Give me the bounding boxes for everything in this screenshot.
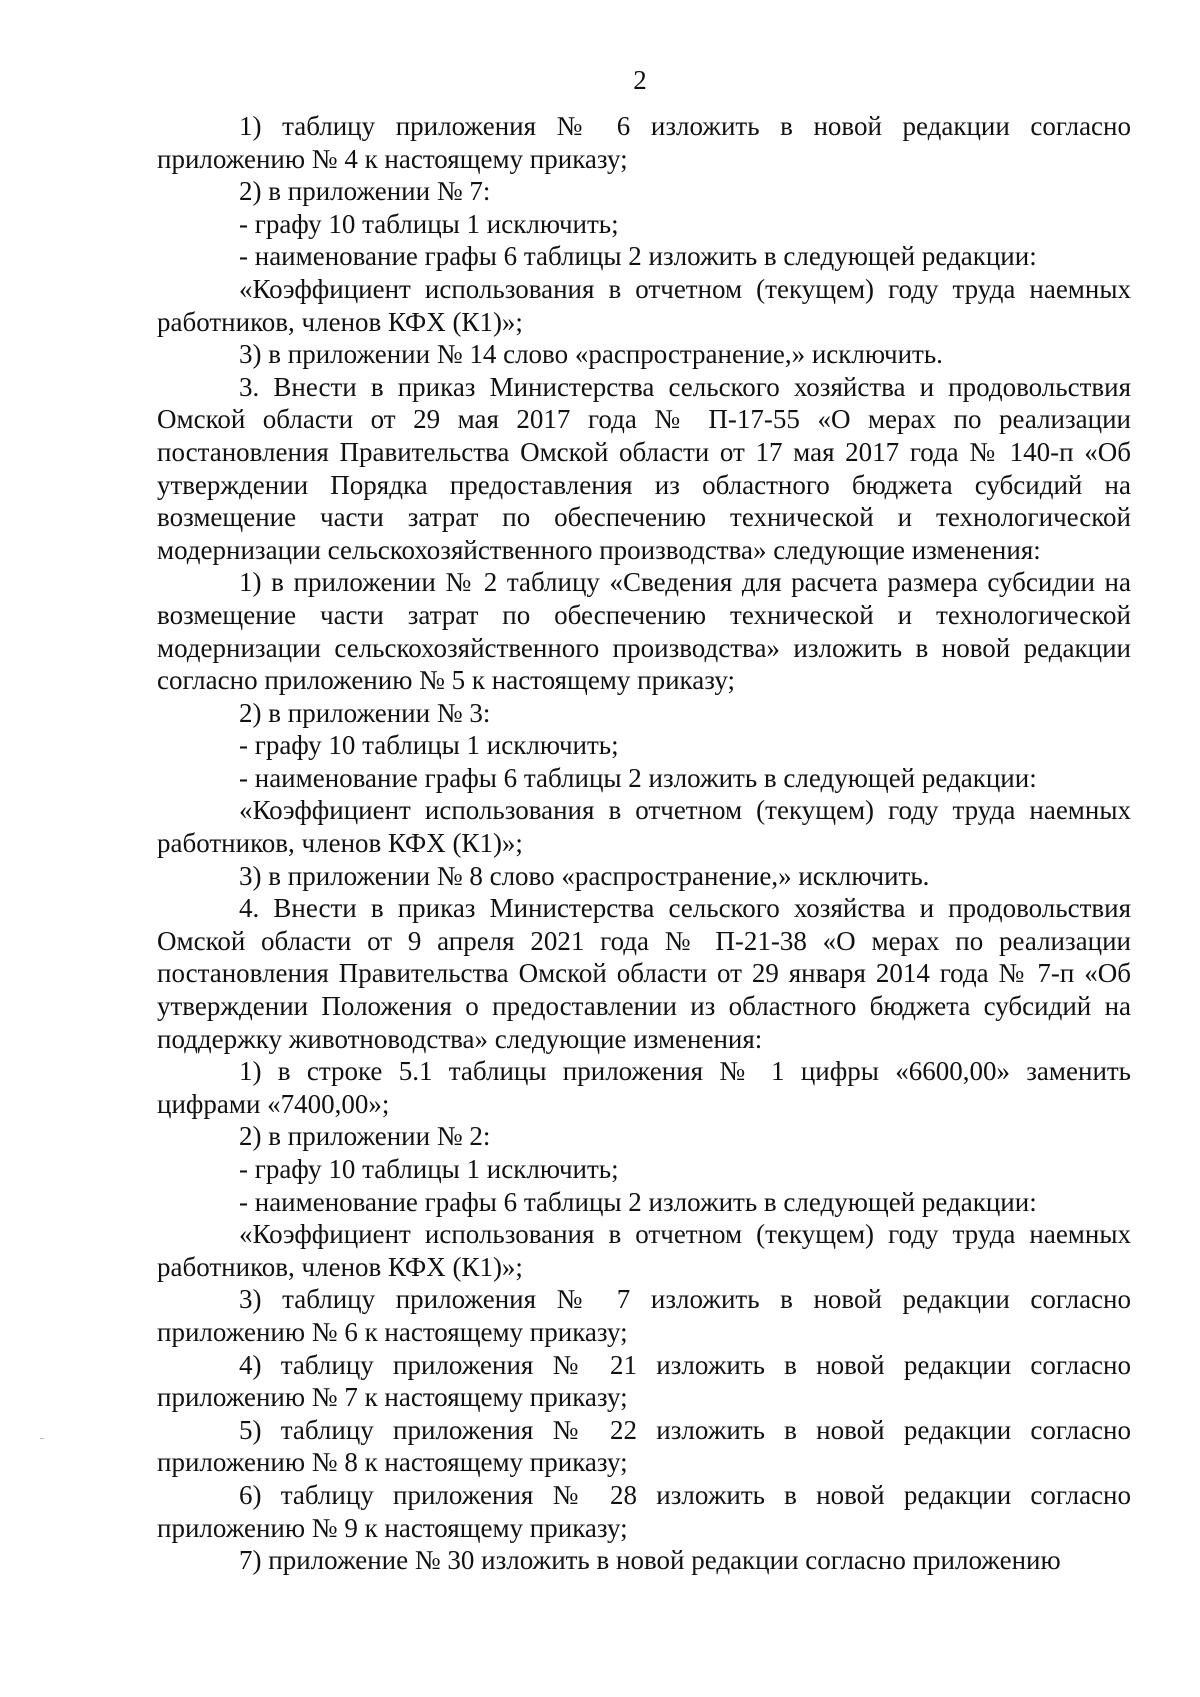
paragraph-9: 2) в приложении № 3: [239, 697, 491, 728]
paragraph-10: - графу 10 таблицы 1 исключить; [239, 730, 619, 761]
paragraph-12: «Коэффициент использования в отчетном (текущем) году труда наемных работников, членов КФХ (К1)»; [157, 795, 1131, 859]
paragraph-4: - наименование графы 6 таблицы 2 изложить в следующей редакции: [239, 241, 1037, 272]
paragraph-3: - графу 10 таблицы 1 исключить; [239, 208, 619, 239]
paragraph-5: «Коэффициент использования в отчетном (текущем) году труда наемных работников, членов КФХ (К1)»; [157, 273, 1131, 337]
paragraph-2: 2) в приложении № 7: [239, 176, 491, 207]
paragraph-13: 3) в приложении № 8 слово «распространение,» исключить. [239, 860, 930, 891]
scan-artifact [40, 1438, 44, 1439]
paragraph-6: 3) в приложении № 14 слово «распространение,» исключить. [239, 339, 943, 370]
paragraph-8: 1) в приложении № 2 таблицу «Сведения для расчета размера субсидии на возмещение части затрат по обеспечению технической и технологической модернизации сельскохозяйственного производства» изложить в новой редакции согласно приложению № 5 к настоящему приказу; [157, 567, 1131, 696]
paragraph-21: 4) таблицу приложения № 21 изложить в новой редакции согласно приложению № 7 к настоящему приказу; [157, 1349, 1131, 1413]
paragraph-17: - графу 10 таблицы 1 исключить; [239, 1154, 619, 1184]
paragraph-1: 1) таблицу приложения № 6 изложить в новой редакции согласно приложению № 4 к настоящему приказу; [157, 111, 1131, 174]
paragraph-15: 1) в строке 5.1 таблицы приложения № 1 цифры «6600,00» заменить цифрами «7400,00»; [157, 1056, 1131, 1119]
paragraph-14: 4. Внести в приказ Министерства сельского хозяйства и продовольствия Омской области от 9 апреля 2021 года № П-21-38 «О мерах по реализации постановления Правительства Омской области от 29 января 2014 года № 7-п «Об утверждении Положения о предоставлении из областного бюджета субсидий на поддержку животноводства» следующие изменения: [157, 893, 1131, 1054]
paragraph-7: 3. Внести в приказ Министерства сельского хозяйства и продовольствия Омской области от 29 мая 2017 года № П-17-55 «О мерах по реализации постановления Правительства Омской области от 17 мая 2017 года № 140-п «Об утверждении Порядка предоставления из областного бюджета субсидий на возмещение части затрат по обеспечению технической и технологической модернизации сельскохозяйственного производства» следующие изменения: [157, 371, 1131, 565]
paragraph-24: 7) приложение № 30 изложить в новой редакции согласно приложению [239, 1545, 1061, 1576]
paragraph-20: 3) таблицу приложения № 7 изложить в новой редакции согласно приложению № 6 к настоящему приказу; [157, 1284, 1131, 1347]
paragraph-16: 2) в приложении № 2: [239, 1121, 491, 1152]
paragraph-18: - наименование графы 6 таблицы 2 изложить в следующей редакции: [239, 1186, 1037, 1217]
document-body [157, 110, 1131, 1577]
paragraph-11: - наименование графы 6 таблицы 2 изложить в следующей редакции: [239, 762, 1037, 793]
paragraph-23: 6) таблицу приложения № 28 изложить в новой редакции согласно приложению № 9 к настоящему приказу; [157, 1479, 1131, 1543]
paragraph-19: «Коэффициент использования в отчетном (текущем) году труда наемных работников, членов КФХ (К1)»; [157, 1219, 1131, 1282]
paragraph-22: 5) таблицу приложения № 22 изложить в новой редакции согласно приложению № 8 к настоящему приказу; [157, 1414, 1131, 1478]
page-number: 2 [633, 65, 647, 95]
